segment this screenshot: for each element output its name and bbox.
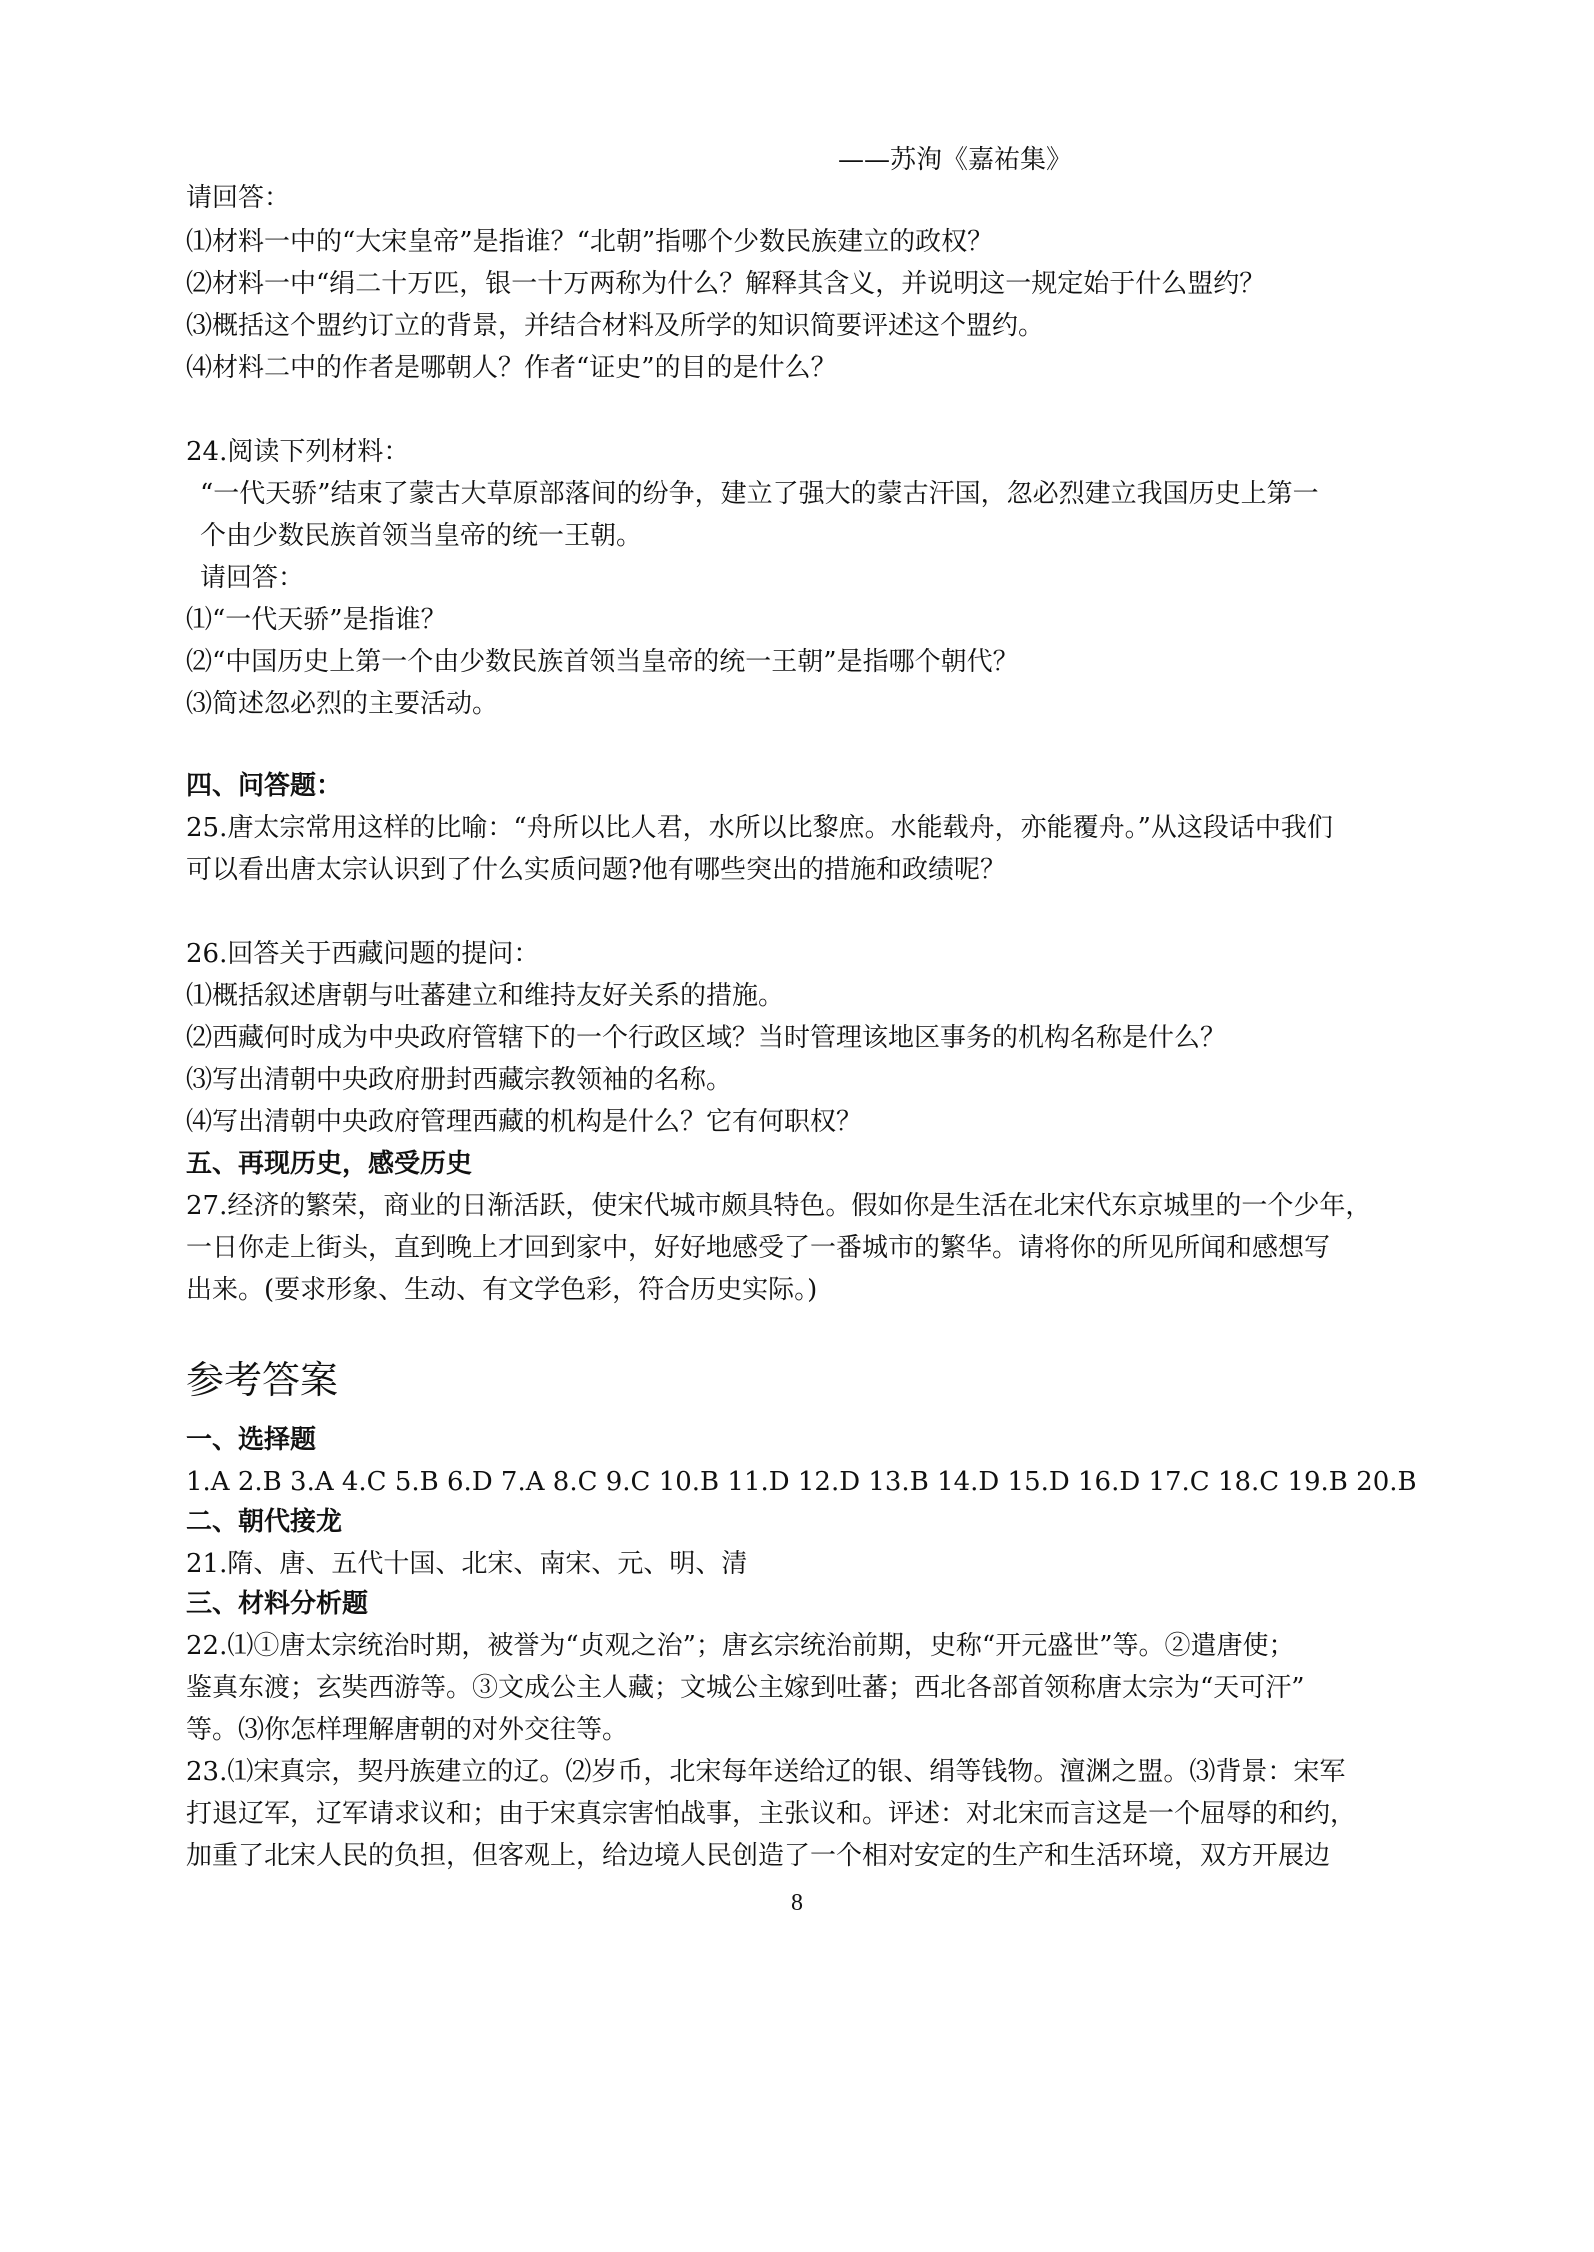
q24-question-3: ⑶简述忽必烈的主要活动。 bbox=[186, 689, 499, 719]
answer-23-line-3: 加重了北宋人民的负担，但客观上，给边境人民创造了一个相对安定的生产和生活环境，双方开展边 bbox=[186, 1841, 1331, 1871]
answers-heading: 参考答案 bbox=[186, 1358, 339, 1402]
q24-title: 24.阅读下列材料： bbox=[186, 437, 410, 467]
q23-source-citation: ——苏洵《嘉祐集》 bbox=[838, 145, 1073, 175]
q23-question-4: ⑷材料二中的作者是哪朝人？作者“证史”的目的是什么？ bbox=[186, 353, 837, 383]
q23-prompt: 请回答： bbox=[186, 183, 291, 213]
q27-line-3: 出来。(要求形象、生动、有文学色彩，符合历史实际。) bbox=[186, 1275, 818, 1305]
q27-line-1: 27.经济的繁荣，商业的日渐活跃，使宋代城市颇具特色。假如你是生活在北宋代东京城里的一个少年， bbox=[186, 1191, 1372, 1221]
q23-question-2: ⑵材料一中“绢二十万匹，银一十万两称为什么？解释其含义，并说明这一规定始于什么盟约？ bbox=[186, 269, 1266, 299]
q26-question-4: ⑷写出清朝中央政府管理西藏的机构是什么？它有何职权？ bbox=[186, 1107, 863, 1137]
page-number: 8 bbox=[791, 1890, 803, 1916]
q24-prompt: 请回答： bbox=[200, 563, 305, 593]
answer-22-line-2: 鉴真东渡；玄奘西游等。③文成公主人藏；文城公主嫁到吐蕃；西北各部首领称唐太宗为“天可汗” bbox=[186, 1673, 1305, 1703]
q26-question-3: ⑶写出清朝中央政府册封西藏宗教领袖的名称。 bbox=[186, 1065, 733, 1095]
q26-question-2: ⑵西藏何时成为中央政府管辖下的一个行政区域？当时管理该地区事务的机构名称是什么？ bbox=[186, 1023, 1227, 1053]
answer-22-line-1: 22.⑴①唐太宗统治时期，被誉为“贞观之治”；唐玄宗统治前期，史称“开元盛世”等。②遣唐使； bbox=[186, 1631, 1295, 1661]
q25-line-1: 25.唐太宗常用这样的比喻：“舟所以比人君，水所以比黎庶。水能载舟，亦能覆舟。”从这段话中我们 bbox=[186, 813, 1333, 843]
q26-title: 26.回答关于西藏问题的提问： bbox=[186, 939, 540, 969]
answer-section-1-heading: 一、选择题 bbox=[186, 1425, 317, 1455]
answer-section-2-heading: 二、朝代接龙 bbox=[186, 1507, 343, 1537]
q27-line-2: 一日你走上街头，直到晚上才回到家中，好好地感受了一番城市的繁华。请将你的所见所闻和感想写 bbox=[186, 1233, 1331, 1263]
q24-material-line-2: 个由少数民族首领当皇帝的统一王朝。 bbox=[200, 521, 643, 551]
section-5-heading: 五、再现历史，感受历史 bbox=[186, 1149, 473, 1179]
section-4-heading: 四、问答题： bbox=[186, 771, 343, 801]
q25-line-2: 可以看出唐太宗认识到了什么实质问题?他有哪些突出的措施和政绩呢？ bbox=[186, 855, 1006, 885]
answer-22-line-3: 等。⑶你怎样理解唐朝的对外交往等。 bbox=[186, 1715, 629, 1745]
q26-question-1: ⑴概括叙述唐朝与吐蕃建立和维持友好关系的措施。 bbox=[186, 981, 785, 1011]
answer-section-3-heading: 三、材料分析题 bbox=[186, 1589, 369, 1619]
q23-question-1: ⑴材料一中的“大宋皇帝”是指谁？“北朝”指哪个少数民族建立的政权？ bbox=[186, 227, 994, 257]
q23-question-3: ⑶概括这个盟约订立的背景，并结合材料及所学的知识简要评述这个盟约。 bbox=[186, 311, 1045, 341]
answer-23-line-1: 23.⑴宋真宗，契丹族建立的辽。⑵岁币，北宋每年送给辽的银、绢等钱物。澶渊之盟。⑶背景：宋军 bbox=[186, 1757, 1346, 1787]
answer-21: 21.隋、唐、五代十国、北宋、南宋、元、明、清 bbox=[186, 1549, 748, 1579]
q24-material-line-1: “一代天骄”结束了蒙古大草原部落间的纷争，建立了强大的蒙古汗国，忽必烈建立我国历史上第一 bbox=[200, 479, 1319, 509]
q24-question-1: ⑴“一代天骄”是指谁？ bbox=[186, 605, 447, 635]
answer-choice-list: 1.A 2.B 3.A 4.C 5.B 6.D 7.A 8.C 9.C 10.B 11.D 12.D 13.B 14.D 15.D 16.D 17.C 18.C 19.B 20.B bbox=[186, 1467, 1417, 1497]
answer-23-line-2: 打退辽军，辽军请求议和；由于宋真宗害怕战事，主张议和。评述：对北宋而言这是一个屈辱的和约， bbox=[186, 1799, 1357, 1829]
q24-question-2: ⑵“中国历史上第一个由少数民族首领当皇帝的统一王朝”是指哪个朝代？ bbox=[186, 647, 1019, 677]
